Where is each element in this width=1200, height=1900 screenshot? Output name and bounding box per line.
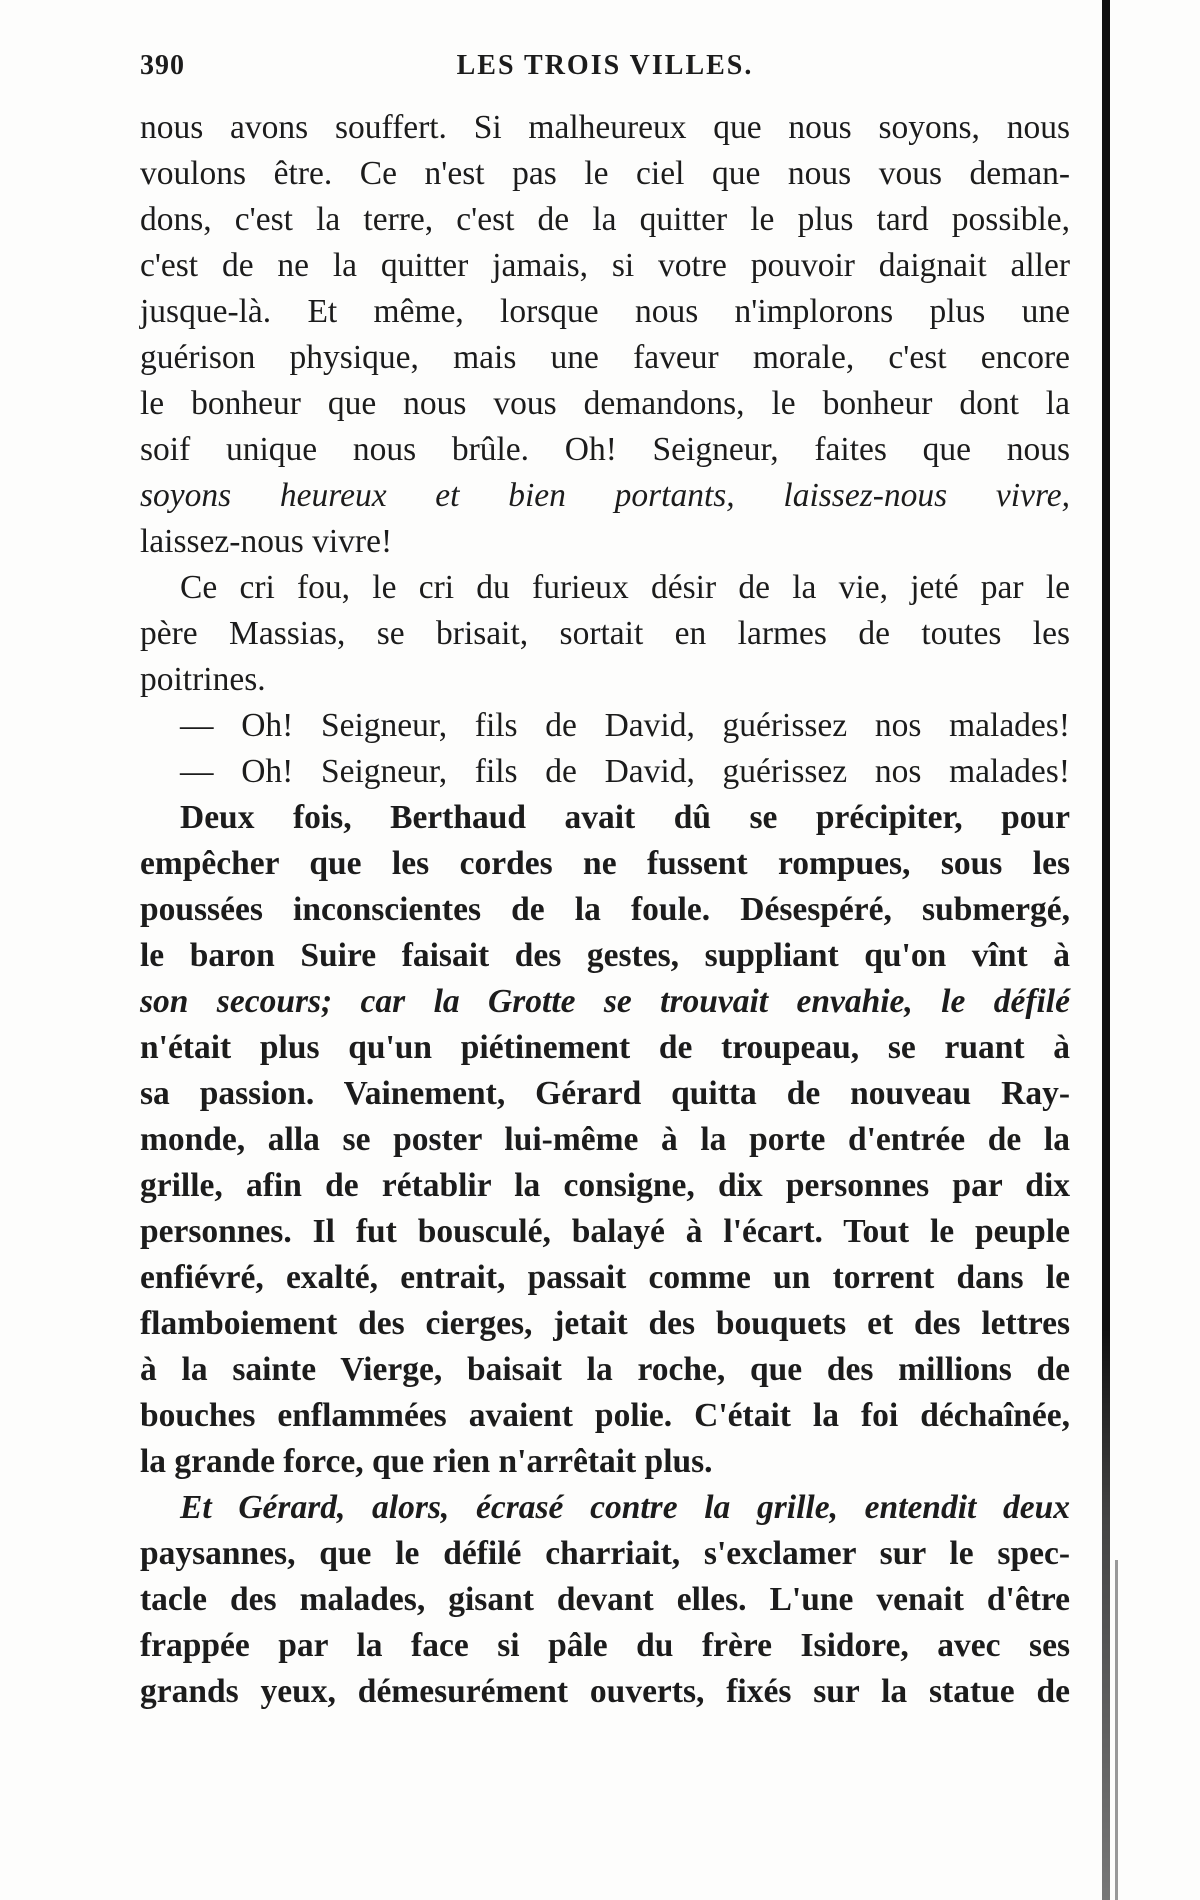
text-line: le baron Suire faisait des gestes, suppliant qu'on vînt à bbox=[140, 937, 1070, 974]
text-line: jusque-là. Et même, lorsque nous n'implorons plus une bbox=[140, 293, 1070, 330]
text-line: laissez-nous vivre! bbox=[140, 523, 393, 560]
text-line: poussées inconscientes de la foule. Désespéré, submergé, bbox=[140, 891, 1070, 928]
text-line: enfiévré, exalté, entrait, passait comme un torrent dans le bbox=[140, 1259, 1070, 1296]
text-line: soyons heureux et bien portants, laissez-nous vivre, bbox=[140, 477, 1070, 514]
text-line: — Oh! Seigneur, fils de David, guérissez nos malades! bbox=[180, 707, 1070, 744]
scan-edge-line bbox=[1115, 1560, 1118, 1900]
scan-edge-shadow bbox=[1102, 0, 1110, 1900]
text-line: — Oh! Seigneur, fils de David, guérissez nos malades! bbox=[180, 753, 1070, 790]
text-line: la grande force, que rien n'arrêtait plus. bbox=[140, 1443, 713, 1480]
paragraph-4 bbox=[140, 749, 1070, 795]
paragraph-1 bbox=[140, 105, 1070, 565]
text-line: grille, afin de rétablir la consigne, dix personnes par dix bbox=[140, 1167, 1070, 1204]
text-line: le bonheur que nous vous demandons, le bonheur dont la bbox=[140, 385, 1070, 422]
text-line: personnes. Il fut bousculé, balayé à l'écart. Tout le peuple bbox=[140, 1213, 1070, 1250]
text-line: soif unique nous brûle. Oh! Seigneur, faites que nous bbox=[140, 431, 1070, 468]
text-line: son secours; car la Grotte se trouvait envahie, le défilé bbox=[140, 983, 1070, 1020]
text-line: dons, c'est la terre, c'est de la quitter le plus tard possible, bbox=[140, 201, 1070, 238]
running-title: LES TROIS VILLES. bbox=[456, 50, 754, 81]
text-line: Deux fois, Berthaud avait dû se précipiter, pour bbox=[180, 799, 1070, 836]
body-text bbox=[140, 105, 1070, 1715]
text-line: n'était plus qu'un piétinement de troupeau, se ruant à bbox=[140, 1029, 1070, 1066]
text-line: sa passion. Vainement, Gérard quitta de nouveau Ray- bbox=[140, 1075, 1070, 1112]
text-line: empêcher que les cordes ne fussent rompues, sous les bbox=[140, 845, 1070, 882]
text-line: poitrines. bbox=[140, 661, 266, 698]
text-line: guérison physique, mais une faveur morale, c'est encore bbox=[140, 339, 1070, 376]
page-number: 390 bbox=[140, 50, 185, 81]
text-line: frappée par la face si pâle du frère Isidore, avec ses bbox=[140, 1627, 1070, 1664]
page-header bbox=[140, 50, 1070, 90]
text-line: nous avons souffert. Si malheureux que nous soyons, nous bbox=[140, 109, 1070, 146]
text-line: bouches enflammées avaient polie. C'était la foi déchaînée, bbox=[140, 1397, 1070, 1434]
paragraph-5 bbox=[140, 795, 1070, 1485]
text-line: flamboiement des cierges, jetait des bouquets et des lettres bbox=[140, 1305, 1070, 1342]
paragraph-6 bbox=[140, 1485, 1070, 1715]
text-line: c'est de ne la quitter jamais, si votre pouvoir daignait aller bbox=[140, 247, 1070, 284]
text-line: paysannes, que le défilé charriait, s'exclamer sur le spec- bbox=[140, 1535, 1070, 1572]
text-line: Ce cri fou, le cri du furieux désir de la vie, jeté par le bbox=[180, 569, 1070, 606]
text-line: à la sainte Vierge, baisait la roche, que des millions de bbox=[140, 1351, 1070, 1388]
text-line: tacle des malades, gisant devant elles. L'une venait d'être bbox=[140, 1581, 1070, 1618]
text-line: grands yeux, démesurément ouverts, fixés sur la statue de bbox=[140, 1673, 1070, 1710]
text-line: père Massias, se brisait, sortait en larmes de toutes les bbox=[140, 615, 1070, 652]
text-line: voulons être. Ce n'est pas le ciel que nous vous deman- bbox=[140, 155, 1070, 192]
paragraph-3 bbox=[140, 703, 1070, 749]
text-line: Et Gérard, alors, écrasé contre la grille, entendit deux bbox=[180, 1489, 1070, 1526]
paragraph-2 bbox=[140, 565, 1070, 703]
text-line: monde, alla se poster lui-même à la porte d'entrée de la bbox=[140, 1121, 1070, 1158]
